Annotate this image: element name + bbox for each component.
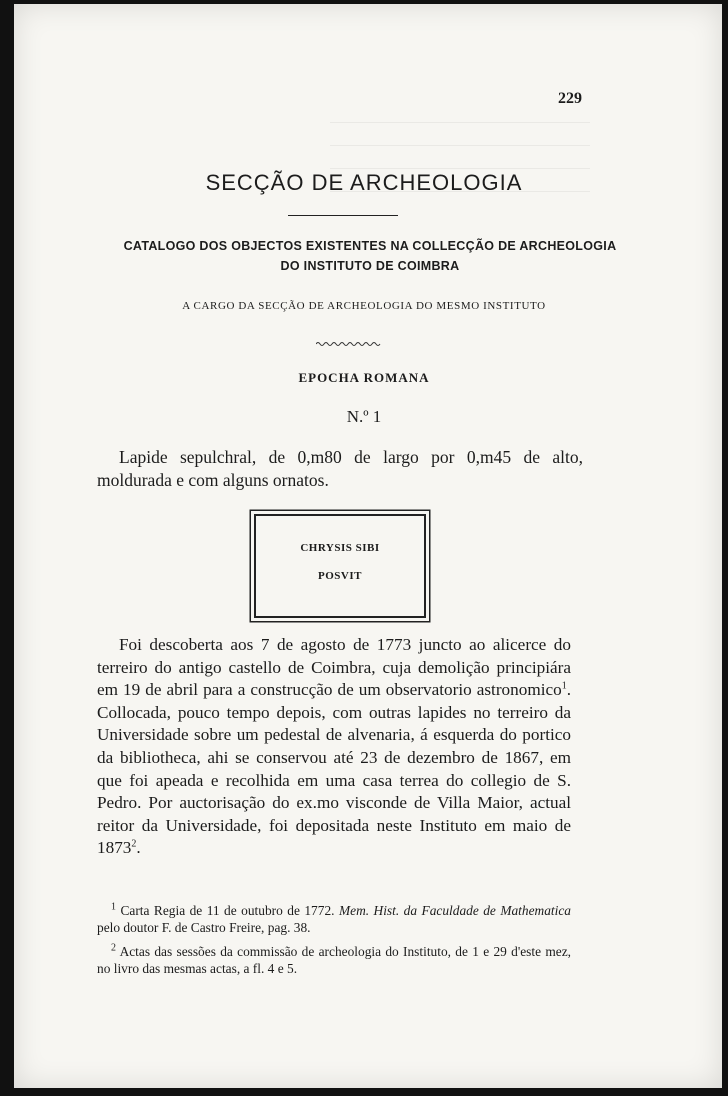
inscription-line1: CHRYSIS SIBI bbox=[300, 542, 380, 554]
footnote-2 bbox=[97, 943, 571, 977]
cargo-subheading: A CARGO DA SECÇÃO DE ARCHEOLOGIA DO MESMO INSTITUTO bbox=[182, 300, 546, 312]
epoch-heading: EPOCHA ROMANA bbox=[298, 370, 430, 385]
catalog-heading bbox=[100, 236, 640, 276]
footnote-1 bbox=[97, 902, 571, 936]
footnote-1-text-a: Carta Regia de 11 de outubro de 1772. bbox=[120, 903, 335, 918]
body-text-part1: Foi descoberta aos 7 de agosto de 1773 juncto ao alicerce do terreiro do antigo castello de Coimbra, cuja demolição principiára em 19 de abril para a construcção de um observatorio astronomico bbox=[97, 635, 571, 700]
page-number: 229 bbox=[558, 90, 582, 107]
body-paragraph bbox=[97, 634, 571, 860]
footnote-2-text: Actas das sessões da commissão de archeologia do Instituto, de 1 e 29 d'este mez, no livro das mesmas actas, a fl. 4 e 5. bbox=[97, 944, 571, 976]
footnote-1-text-b: pelo doutor F. de Castro Freire, pag. 38. bbox=[97, 920, 311, 935]
body-text-part2: . Collocada, pouco tempo depois, com outras lapides no terreiro da Universidade sobre um pedestal de alvenaria, á esquerda do portico da bibliotheca, ahi se conservou até 23 de dezembro de 1867, em que foi apeada e recolhida em uma casa terrea do collegio de S. Pedro. Por auctorisação do ex.mo visconde de Villa Maior, actual reitor da Universidade, foi depositada neste Instituto em maio de 1873 bbox=[97, 680, 571, 858]
catalog-heading-line1: CATALOGO DOS OBJECTOS EXISTENTES NA COLLECÇÃO DE ARCHEOLOGIA bbox=[123, 239, 617, 253]
body-text-part3: . bbox=[136, 838, 141, 858]
section-title: SECÇÃO DE ARCHEOLOGIA bbox=[205, 170, 523, 195]
item-number: N.º 1 bbox=[346, 407, 382, 426]
inscription-line2: POSVIT bbox=[318, 570, 362, 582]
lapide-description: Lapide sepulchral, de 0,m80 de largo por 0,m45 de alto, moldurada e com alguns ornatos. bbox=[97, 447, 583, 490]
footnote-ref-1: 1 bbox=[561, 680, 567, 692]
show-through-texture bbox=[330, 112, 590, 214]
catalog-heading-line2: DO INSTITUTO DE COIMBRA bbox=[280, 259, 460, 273]
footnote-1-italic: Mem. Hist. da Faculdade de Mathematica bbox=[338, 903, 571, 918]
footnote-1-marker: 1 bbox=[111, 901, 116, 913]
wavy-divider bbox=[316, 341, 382, 347]
footnote-ref-2: 2 bbox=[131, 838, 137, 850]
title-rule bbox=[288, 215, 398, 216]
inscription-box bbox=[254, 514, 426, 618]
footnote-2-marker: 2 bbox=[111, 942, 116, 954]
